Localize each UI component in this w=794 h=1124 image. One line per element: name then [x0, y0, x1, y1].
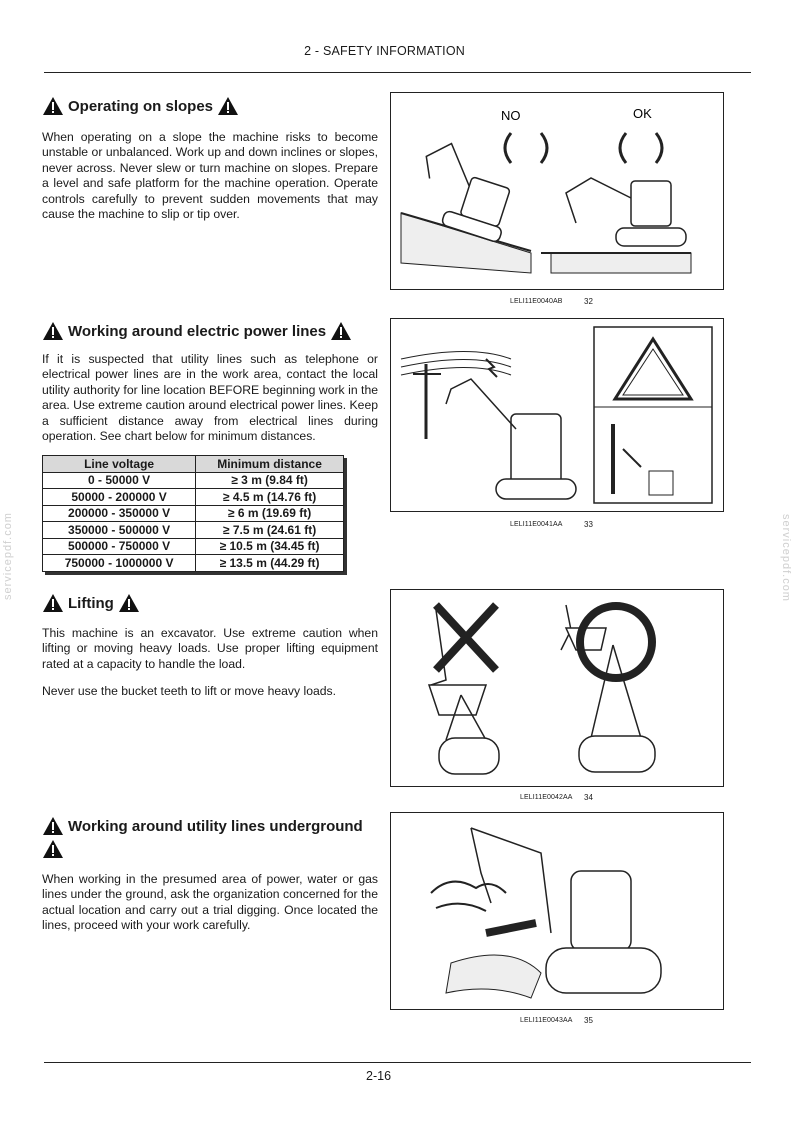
- warning-triangle-icon: [217, 96, 239, 116]
- table-cell: ≥ 4.5 m (14.76 ft): [196, 489, 344, 506]
- header-title: 2 - SAFETY INFORMATION: [304, 44, 465, 58]
- warning-triangle-icon: [42, 96, 64, 116]
- figure-number: 32: [584, 297, 593, 306]
- minimum-distance-table: [42, 455, 344, 572]
- table-row: [43, 538, 344, 555]
- watermark-left: servicepdf.com: [2, 512, 14, 600]
- footer-divider: [44, 1062, 751, 1063]
- table-row: [43, 555, 344, 572]
- table-cell: ≥ 7.5 m (24.61 ft): [196, 522, 344, 539]
- table-cell: ≥ 13.5 m (44.29 ft): [196, 555, 344, 572]
- watermark-right: servicepdf.com: [780, 514, 792, 602]
- table-row: [43, 489, 344, 506]
- figure-underground: [390, 812, 724, 1010]
- table-header: Minimum distance: [196, 456, 344, 473]
- heading-operating-on-slopes: [42, 96, 239, 116]
- figure-code: LELI11E0041AA: [510, 521, 563, 528]
- paragraph-lifting-2: Never use the bucket teeth to lift or move heavy loads.: [42, 684, 337, 698]
- figure-lifting: [390, 589, 724, 787]
- table-cell: 350000 - 500000 V: [43, 522, 196, 539]
- figure-number: 33: [584, 520, 593, 529]
- figure-code: LELI11E0042AA: [520, 794, 573, 801]
- table-cell: ≥ 3 m (9.84 ft): [196, 472, 344, 489]
- paragraph-lifting-1: This machine is an excavator. Use extreme caution when lifting or moving heavy loads. Use proper lifting equipment rated at a capacity to handle the load.: [42, 626, 378, 671]
- warning-triangle-icon: [42, 816, 64, 836]
- figure-power-lines: [390, 318, 724, 512]
- lifting-illustration: [391, 590, 723, 786]
- table-cell: 200000 - 350000 V: [43, 505, 196, 522]
- heading-underground-trailing-icon: [42, 839, 64, 859]
- figure-code: LELI11E0043AA: [520, 1017, 573, 1024]
- figure-slopes: [390, 92, 724, 290]
- heading-text: Operating on slopes: [68, 97, 214, 115]
- label-ok: OK: [633, 106, 652, 121]
- heading-text: Working around utility lines underground: [68, 817, 363, 835]
- paragraph-slopes: When operating on a slope the machine risks to become unstable or unbalanced. Work up and down inclines or slopes, never across. Never slew or turn machine on slopes. Prepare a level and safe platform for the machine operation. Operate controls carefully to prevent sudden movements that may cause the machine to slip or tip over.: [42, 130, 378, 222]
- table-row: [43, 522, 344, 539]
- heading-electric-power-lines: [42, 321, 352, 341]
- slope-excavator-illustration: [391, 93, 723, 289]
- table-header: Line voltage: [43, 456, 196, 473]
- table-row: [43, 472, 344, 489]
- table-cell: 500000 - 750000 V: [43, 538, 196, 555]
- power-line-excavator-illustration: [391, 319, 723, 511]
- warning-triangle-icon: [330, 321, 352, 341]
- heading-lifting: [42, 593, 140, 613]
- warning-triangle-icon: [42, 839, 64, 859]
- figure-number: 34: [584, 793, 593, 802]
- warning-triangle-icon: [118, 593, 140, 613]
- heading-text: Lifting: [68, 594, 114, 612]
- warning-triangle-icon: [42, 321, 64, 341]
- figure-number: 35: [584, 1016, 593, 1025]
- underground-lines-illustration: [391, 813, 723, 1009]
- table-header-row: [43, 456, 344, 473]
- table-cell: ≥ 10.5 m (34.45 ft): [196, 538, 344, 555]
- paragraph-underground: When working in the presumed area of power, water or gas lines under the ground, ask the organization concerned for the actual location and carry out a trial digging. Once located the lines, proceed with your work carefully.: [42, 872, 378, 933]
- table-cell: ≥ 6 m (19.69 ft): [196, 505, 344, 522]
- page-header: [44, 38, 751, 73]
- heading-underground-lines: [42, 816, 367, 836]
- label-no: NO: [501, 108, 521, 123]
- warning-triangle-icon: [42, 593, 64, 613]
- table-cell: 0 - 50000 V: [43, 472, 196, 489]
- figure-code: LELI11E0040AB: [510, 298, 563, 305]
- table-cell: 750000 - 1000000 V: [43, 555, 196, 572]
- paragraph-power-lines: If it is suspected that utility lines such as telephone or electrical power lines are in the work area, contact the local utility authority for line location BEFORE beginning work in the area. Use extreme caution around electrical power lines. Keep a sufficient distance away from electrical lines during operation. See chart below for minimum distances.: [42, 352, 379, 444]
- table-row: [43, 505, 344, 522]
- page-number: 2-16: [366, 1069, 392, 1083]
- heading-text: Working around electric power lines: [68, 322, 327, 340]
- table-cell: 50000 - 200000 V: [43, 489, 196, 506]
